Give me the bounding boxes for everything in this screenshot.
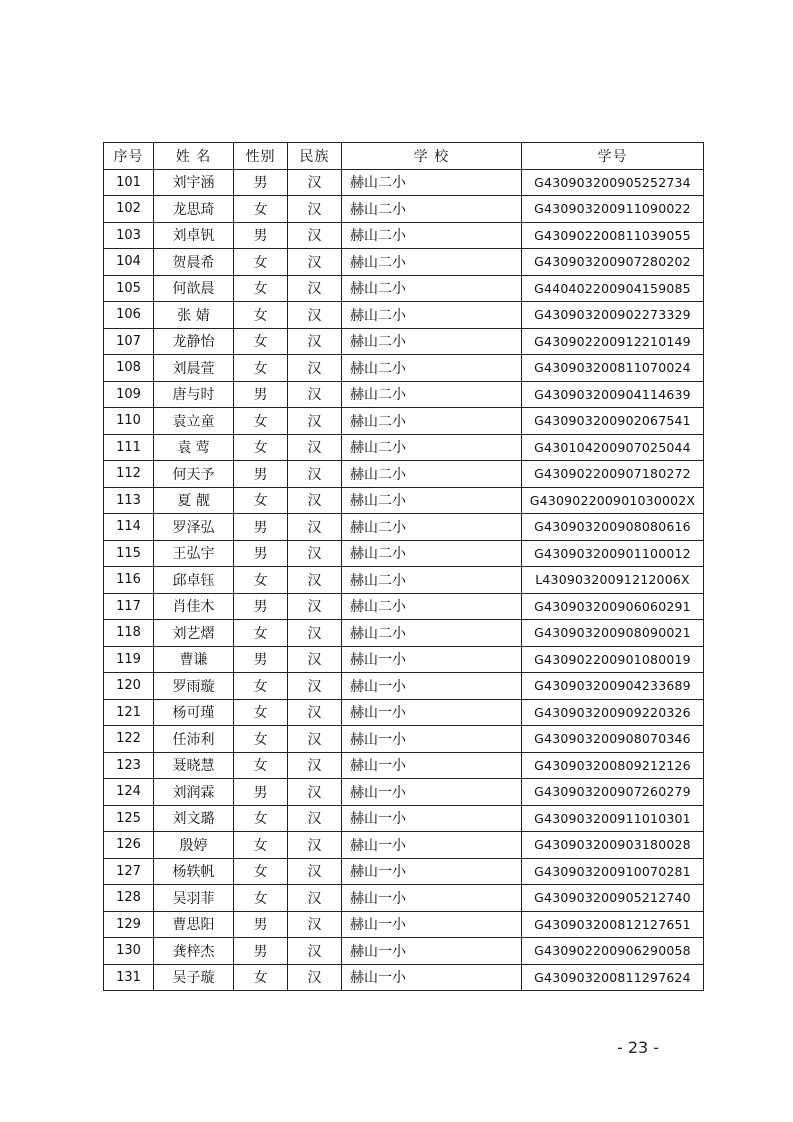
cell-name: 聂晓慧 xyxy=(154,752,234,779)
cell-school: 赫山二小 xyxy=(342,381,522,408)
cell-ethnicity: 汉 xyxy=(288,699,342,726)
cell-student-id: G430903200902067541 xyxy=(522,408,704,435)
cell-ethnicity: 汉 xyxy=(288,938,342,965)
cell-seq: 106 xyxy=(104,302,154,329)
cell-school: 赫山二小 xyxy=(342,620,522,647)
cell-student-id: L43090320091212006X xyxy=(522,567,704,594)
cell-gender: 男 xyxy=(234,540,288,567)
cell-ethnicity: 汉 xyxy=(288,275,342,302)
cell-ethnicity: 汉 xyxy=(288,169,342,196)
cell-student-id: G430903200905212740 xyxy=(522,885,704,912)
cell-name: 罗泽弘 xyxy=(154,514,234,541)
cell-name: 夏 靓 xyxy=(154,487,234,514)
table-row xyxy=(104,408,704,435)
cell-gender: 女 xyxy=(234,196,288,223)
cell-school: 赫山一小 xyxy=(342,779,522,806)
cell-name: 何天予 xyxy=(154,461,234,488)
cell-school: 赫山二小 xyxy=(342,487,522,514)
cell-gender: 女 xyxy=(234,355,288,382)
cell-gender: 男 xyxy=(234,646,288,673)
cell-name: 何歆晨 xyxy=(154,275,234,302)
table-row xyxy=(104,514,704,541)
cell-seq: 117 xyxy=(104,593,154,620)
cell-ethnicity: 汉 xyxy=(288,487,342,514)
cell-school: 赫山一小 xyxy=(342,726,522,753)
table-row xyxy=(104,302,704,329)
cell-seq: 129 xyxy=(104,911,154,938)
cell-gender: 女 xyxy=(234,620,288,647)
table-row xyxy=(104,673,704,700)
cell-school: 赫山一小 xyxy=(342,885,522,912)
cell-school: 赫山一小 xyxy=(342,752,522,779)
cell-ethnicity: 汉 xyxy=(288,964,342,991)
cell-school: 赫山一小 xyxy=(342,646,522,673)
cell-ethnicity: 汉 xyxy=(288,222,342,249)
cell-name: 袁立童 xyxy=(154,408,234,435)
cell-name: 刘卓钒 xyxy=(154,222,234,249)
cell-student-id: G430902200901030002X xyxy=(522,487,704,514)
cell-school: 赫山一小 xyxy=(342,858,522,885)
cell-name: 杨轶帆 xyxy=(154,858,234,885)
table-row xyxy=(104,540,704,567)
cell-student-id: G430903200812127651 xyxy=(522,911,704,938)
cell-student-id: G430903200809212126 xyxy=(522,752,704,779)
table-row xyxy=(104,593,704,620)
cell-name: 曹谦 xyxy=(154,646,234,673)
cell-gender: 男 xyxy=(234,514,288,541)
cell-ethnicity: 汉 xyxy=(288,726,342,753)
cell-school: 赫山一小 xyxy=(342,673,522,700)
cell-name: 任沛利 xyxy=(154,726,234,753)
cell-seq: 112 xyxy=(104,461,154,488)
header-seq: 序号 xyxy=(104,143,154,170)
cell-student-id: G430104200907025044 xyxy=(522,434,704,461)
cell-student-id: G430903200902273329 xyxy=(522,302,704,329)
cell-school: 赫山一小 xyxy=(342,832,522,859)
cell-seq: 128 xyxy=(104,885,154,912)
cell-gender: 女 xyxy=(234,328,288,355)
table-row xyxy=(104,567,704,594)
table-row xyxy=(104,752,704,779)
cell-seq: 115 xyxy=(104,540,154,567)
cell-ethnicity: 汉 xyxy=(288,646,342,673)
cell-gender: 女 xyxy=(234,964,288,991)
cell-name: 吴羽菲 xyxy=(154,885,234,912)
cell-student-id: G430903200908070346 xyxy=(522,726,704,753)
cell-student-id: G430902200811039055 xyxy=(522,222,704,249)
table-row xyxy=(104,805,704,832)
cell-ethnicity: 汉 xyxy=(288,249,342,276)
cell-seq: 107 xyxy=(104,328,154,355)
table-row xyxy=(104,858,704,885)
cell-school: 赫山一小 xyxy=(342,964,522,991)
cell-seq: 105 xyxy=(104,275,154,302)
table-row xyxy=(104,646,704,673)
cell-school: 赫山二小 xyxy=(342,275,522,302)
cell-seq: 119 xyxy=(104,646,154,673)
cell-name: 曹思阳 xyxy=(154,911,234,938)
cell-student-id: G440402200904159085 xyxy=(522,275,704,302)
cell-student-id: G430903200811070024 xyxy=(522,355,704,382)
cell-ethnicity: 汉 xyxy=(288,302,342,329)
cell-gender: 女 xyxy=(234,302,288,329)
cell-gender: 男 xyxy=(234,222,288,249)
cell-student-id: G430903200911090022 xyxy=(522,196,704,223)
cell-seq: 121 xyxy=(104,699,154,726)
cell-school: 赫山二小 xyxy=(342,593,522,620)
cell-school: 赫山二小 xyxy=(342,302,522,329)
table-row xyxy=(104,196,704,223)
cell-name: 罗雨璇 xyxy=(154,673,234,700)
cell-student-id: G430903200908090021 xyxy=(522,620,704,647)
cell-student-id: G430903200904114639 xyxy=(522,381,704,408)
cell-name: 邱卓钰 xyxy=(154,567,234,594)
table-row xyxy=(104,355,704,382)
cell-seq: 130 xyxy=(104,938,154,965)
cell-name: 杨可瑾 xyxy=(154,699,234,726)
cell-student-id: G430903200901100012 xyxy=(522,540,704,567)
table-row xyxy=(104,699,704,726)
table-row xyxy=(104,620,704,647)
cell-ethnicity: 汉 xyxy=(288,461,342,488)
cell-student-id: G430903200904233689 xyxy=(522,673,704,700)
table-row xyxy=(104,911,704,938)
cell-name: 张 婧 xyxy=(154,302,234,329)
header-school: 学 校 xyxy=(342,143,522,170)
cell-ethnicity: 汉 xyxy=(288,593,342,620)
table-row xyxy=(104,434,704,461)
cell-school: 赫山二小 xyxy=(342,434,522,461)
cell-ethnicity: 汉 xyxy=(288,805,342,832)
cell-school: 赫山二小 xyxy=(342,408,522,435)
cell-school: 赫山二小 xyxy=(342,328,522,355)
student-roster-table xyxy=(103,142,704,991)
cell-seq: 120 xyxy=(104,673,154,700)
cell-student-id: G430903200907280202 xyxy=(522,249,704,276)
cell-school: 赫山一小 xyxy=(342,911,522,938)
cell-seq: 108 xyxy=(104,355,154,382)
header-gender: 性别 xyxy=(234,143,288,170)
cell-school: 赫山二小 xyxy=(342,567,522,594)
cell-gender: 男 xyxy=(234,938,288,965)
cell-school: 赫山一小 xyxy=(342,805,522,832)
cell-student-id: G430903200910070281 xyxy=(522,858,704,885)
cell-seq: 125 xyxy=(104,805,154,832)
table-row xyxy=(104,964,704,991)
cell-name: 袁 莺 xyxy=(154,434,234,461)
cell-name: 刘润霖 xyxy=(154,779,234,806)
cell-school: 赫山二小 xyxy=(342,461,522,488)
cell-school: 赫山一小 xyxy=(342,938,522,965)
cell-gender: 女 xyxy=(234,726,288,753)
cell-school: 赫山二小 xyxy=(342,514,522,541)
cell-seq: 116 xyxy=(104,567,154,594)
cell-school: 赫山二小 xyxy=(342,249,522,276)
cell-ethnicity: 汉 xyxy=(288,779,342,806)
cell-student-id: G430903200911010301 xyxy=(522,805,704,832)
cell-school: 赫山二小 xyxy=(342,169,522,196)
table-row xyxy=(104,487,704,514)
cell-gender: 女 xyxy=(234,885,288,912)
cell-student-id: G430902200901080019 xyxy=(522,646,704,673)
table-row xyxy=(104,779,704,806)
cell-ethnicity: 汉 xyxy=(288,328,342,355)
cell-seq: 111 xyxy=(104,434,154,461)
table-row xyxy=(104,461,704,488)
cell-school: 赫山二小 xyxy=(342,355,522,382)
cell-ethnicity: 汉 xyxy=(288,673,342,700)
cell-gender: 男 xyxy=(234,381,288,408)
cell-seq: 110 xyxy=(104,408,154,435)
cell-seq: 113 xyxy=(104,487,154,514)
table-row xyxy=(104,222,704,249)
cell-ethnicity: 汉 xyxy=(288,911,342,938)
table-row xyxy=(104,832,704,859)
cell-name: 龙思琦 xyxy=(154,196,234,223)
cell-gender: 女 xyxy=(234,832,288,859)
cell-name: 王弘宇 xyxy=(154,540,234,567)
cell-gender: 男 xyxy=(234,911,288,938)
cell-ethnicity: 汉 xyxy=(288,540,342,567)
cell-gender: 女 xyxy=(234,567,288,594)
cell-ethnicity: 汉 xyxy=(288,832,342,859)
table-row xyxy=(104,249,704,276)
cell-gender: 女 xyxy=(234,858,288,885)
cell-ethnicity: 汉 xyxy=(288,514,342,541)
cell-student-id: G430903200906060291 xyxy=(522,593,704,620)
table-row xyxy=(104,169,704,196)
cell-ethnicity: 汉 xyxy=(288,620,342,647)
cell-student-id: G430902200907180272 xyxy=(522,461,704,488)
cell-gender: 女 xyxy=(234,752,288,779)
cell-school: 赫山一小 xyxy=(342,699,522,726)
cell-seq: 126 xyxy=(104,832,154,859)
cell-gender: 女 xyxy=(234,699,288,726)
cell-gender: 女 xyxy=(234,275,288,302)
cell-school: 赫山二小 xyxy=(342,540,522,567)
cell-seq: 103 xyxy=(104,222,154,249)
cell-gender: 女 xyxy=(234,673,288,700)
cell-gender: 女 xyxy=(234,487,288,514)
cell-seq: 122 xyxy=(104,726,154,753)
cell-ethnicity: 汉 xyxy=(288,196,342,223)
cell-ethnicity: 汉 xyxy=(288,434,342,461)
table-row xyxy=(104,885,704,912)
cell-ethnicity: 汉 xyxy=(288,858,342,885)
cell-school: 赫山二小 xyxy=(342,222,522,249)
cell-gender: 女 xyxy=(234,249,288,276)
cell-name: 吴子璇 xyxy=(154,964,234,991)
cell-seq: 118 xyxy=(104,620,154,647)
cell-gender: 男 xyxy=(234,593,288,620)
cell-name: 刘晨萱 xyxy=(154,355,234,382)
cell-name: 肖佳木 xyxy=(154,593,234,620)
table-header-row xyxy=(104,143,704,170)
cell-student-id: G430903200903180028 xyxy=(522,832,704,859)
cell-gender: 女 xyxy=(234,434,288,461)
cell-student-id: G430902200912210149 xyxy=(522,328,704,355)
cell-seq: 101 xyxy=(104,169,154,196)
cell-name: 刘宇涵 xyxy=(154,169,234,196)
cell-name: 龚梓杰 xyxy=(154,938,234,965)
cell-gender: 女 xyxy=(234,408,288,435)
cell-name: 唐与时 xyxy=(154,381,234,408)
page-number: - 23 - xyxy=(617,1038,660,1057)
cell-seq: 104 xyxy=(104,249,154,276)
table-row xyxy=(104,938,704,965)
cell-ethnicity: 汉 xyxy=(288,408,342,435)
cell-student-id: G430903200908080616 xyxy=(522,514,704,541)
cell-gender: 男 xyxy=(234,169,288,196)
header-student-id: 学号 xyxy=(522,143,704,170)
cell-gender: 女 xyxy=(234,805,288,832)
cell-student-id: G430902200906290058 xyxy=(522,938,704,965)
cell-seq: 124 xyxy=(104,779,154,806)
cell-seq: 102 xyxy=(104,196,154,223)
cell-name: 刘艺熠 xyxy=(154,620,234,647)
cell-student-id: G430903200907260279 xyxy=(522,779,704,806)
cell-student-id: G430903200905252734 xyxy=(522,169,704,196)
cell-ethnicity: 汉 xyxy=(288,752,342,779)
cell-seq: 123 xyxy=(104,752,154,779)
table-row xyxy=(104,726,704,753)
cell-seq: 131 xyxy=(104,964,154,991)
cell-seq: 109 xyxy=(104,381,154,408)
cell-ethnicity: 汉 xyxy=(288,355,342,382)
table-row xyxy=(104,275,704,302)
cell-student-id: G430903200909220326 xyxy=(522,699,704,726)
cell-ethnicity: 汉 xyxy=(288,381,342,408)
table-row xyxy=(104,381,704,408)
cell-student-id: G430903200811297624 xyxy=(522,964,704,991)
cell-name: 刘文璐 xyxy=(154,805,234,832)
cell-ethnicity: 汉 xyxy=(288,567,342,594)
cell-gender: 男 xyxy=(234,461,288,488)
cell-seq: 114 xyxy=(104,514,154,541)
cell-ethnicity: 汉 xyxy=(288,885,342,912)
cell-name: 龙静怡 xyxy=(154,328,234,355)
header-name: 姓 名 xyxy=(154,143,234,170)
cell-school: 赫山二小 xyxy=(342,196,522,223)
table-row xyxy=(104,328,704,355)
cell-gender: 男 xyxy=(234,779,288,806)
cell-name: 殷婷 xyxy=(154,832,234,859)
cell-seq: 127 xyxy=(104,858,154,885)
table-body xyxy=(104,169,704,991)
cell-name: 贺晨希 xyxy=(154,249,234,276)
header-ethnicity: 民族 xyxy=(288,143,342,170)
